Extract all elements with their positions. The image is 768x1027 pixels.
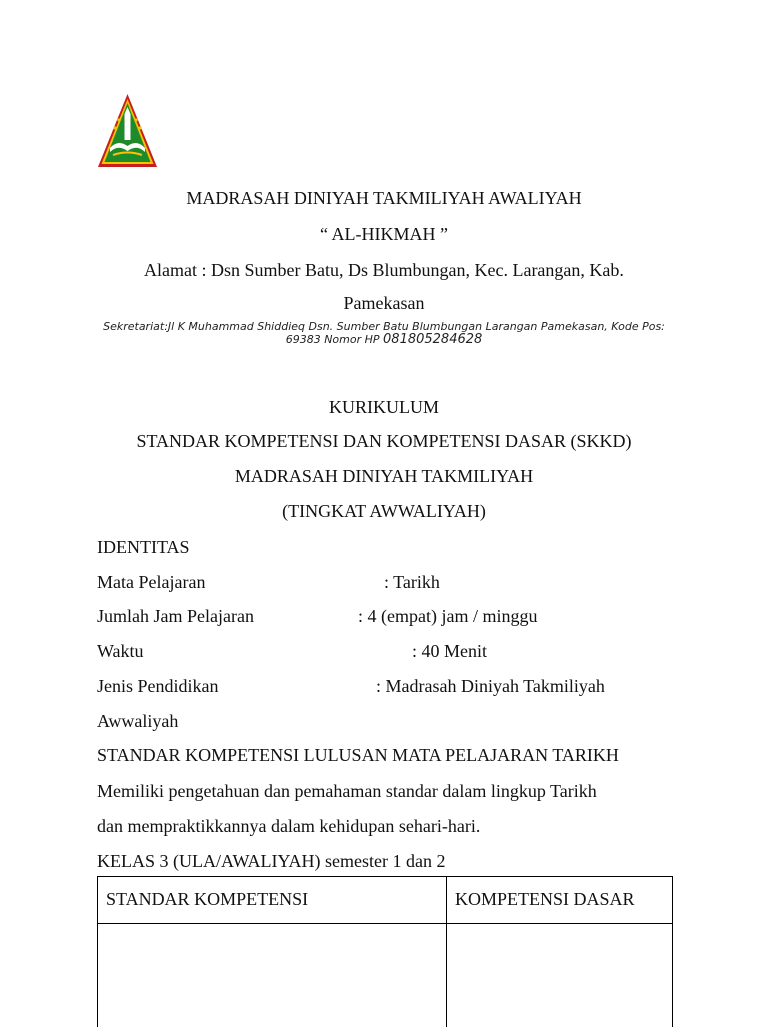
phone-number: 081805284628 xyxy=(383,332,483,347)
table-header-divider xyxy=(98,923,672,924)
identity-value-time: : 40 Menit xyxy=(412,641,487,661)
logo-minaret xyxy=(125,114,131,140)
title-line-3: MADRASAH DINIYAH TAKMILIYAH xyxy=(234,466,534,486)
identity-label-subject: Mata Pelajaran xyxy=(97,572,206,592)
identity-label-education: Jenis Pendidikan xyxy=(97,676,219,696)
table-column-divider xyxy=(446,877,447,1027)
address-line-2: Pamekasan xyxy=(343,293,425,313)
secretariat-line-2 xyxy=(0,332,768,347)
identity-value-education: : Madrasah Diniyah Takmiliyah xyxy=(376,676,605,696)
title-line-2: STANDAR KOMPETENSI DAN KOMPETENSI DASAR (SKKD) xyxy=(136,431,632,451)
standard-line-1: Memiliki pengetahuan dan pemahaman standar dalam lingkup Tarikh xyxy=(97,781,597,801)
class-heading: KELAS 3 (ULA/AWALIYAH) semester 1 dan 2 xyxy=(97,851,446,871)
school-name: MADRASAH DINIYAH TAKMILIYAH AWALIYAH xyxy=(186,188,582,208)
identity-heading: IDENTITAS xyxy=(97,537,190,557)
identity-value-subject: : Tarikh xyxy=(384,572,440,592)
standard-line-2: dan mempraktikkannya dalam kehidupan sehari-hari. xyxy=(97,816,481,836)
secretariat-prefix: 69383 Nomor HP xyxy=(285,333,384,346)
identity-label-hours: Jumlah Jam Pelajaran xyxy=(97,606,254,626)
address-line-1: Alamat : Dsn Sumber Batu, Ds Blumbungan, Kec. Larangan, Kab. xyxy=(144,260,624,280)
madrasah-logo-icon xyxy=(96,92,159,169)
identity-value-hours: : 4 (empat) jam / minggu xyxy=(358,606,538,626)
table-header-basic: KOMPETENSI DASAR xyxy=(455,889,635,909)
identity-continuation: Awwaliyah xyxy=(97,711,179,731)
school-short-name: “ AL-HIKMAH ” xyxy=(320,224,448,244)
competency-table xyxy=(97,876,673,1027)
table-header-standard: STANDAR KOMPETENSI xyxy=(106,889,309,909)
standard-heading: STANDAR KOMPETENSI LULUSAN MATA PELAJARAN TARIKH xyxy=(97,745,619,765)
secretariat-line-1: Sekretariat:Jl K Muhammad Shiddieq Dsn. Sumber Batu Blumbungan Larangan Pamekasan, Kode Pos: xyxy=(103,320,665,333)
title-line-4: (TINGKAT AWWALIYAH) xyxy=(282,501,486,521)
title-line-1: KURIKULUM xyxy=(329,397,439,417)
identity-label-time: Waktu xyxy=(97,641,144,661)
